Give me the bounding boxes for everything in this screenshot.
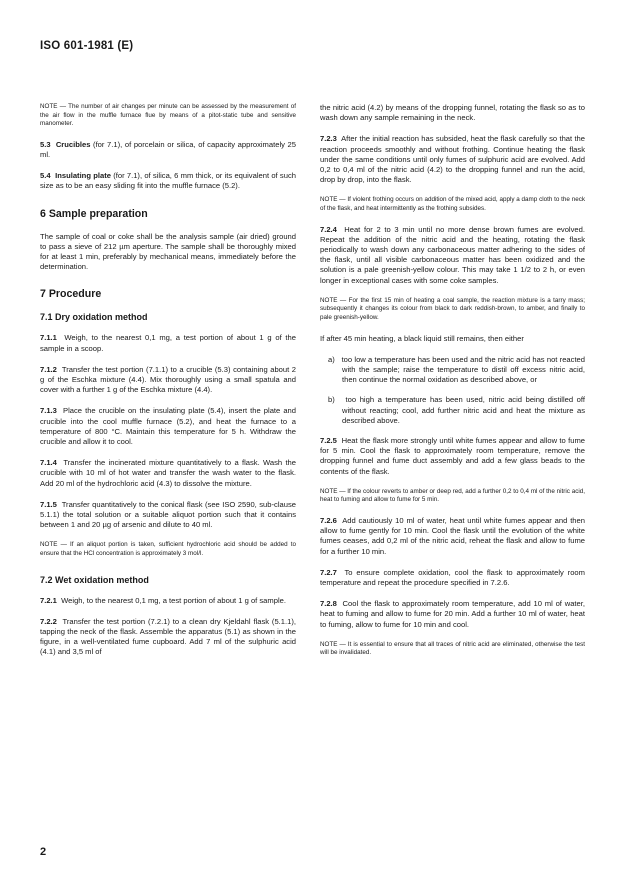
clause-text: After the initial reaction has subsided, heat the flask carefully so that the reaction proceeds smoothly and without frothing. Continue heating the flask under the same conditions until only fumes of sulphuric acid are evolved. Add 0,2 to 0,4 ml of the nitric acid (4.2) to the dropping funnel and run the acid, drop by drop, into the flask. <box>320 134 585 185</box>
subsection-heading-7-2: 7.2 Wet oxidation method <box>40 574 149 585</box>
clause-text: (for 7.1), of silica, 6 mm thick, or its equivalent of such size as to be an easy sliding fit into the muffle furnace (5.2). <box>40 171 296 191</box>
clause-title: Crucibles <box>55 139 91 149</box>
continuation-text: the nitric acid (4.2) by means of the dropping funnel, rotating the flask so as to wash down any sample remaining in the neck. <box>320 103 585 123</box>
clause-number: 7.2.4 <box>320 224 337 234</box>
list-item-a <box>320 355 585 386</box>
black-liquid-text: If after 45 min heating, a black liquid still remains, then either <box>320 333 524 343</box>
clause-7-2-6 <box>320 516 585 557</box>
clause-number: 7.2.7 <box>320 567 337 577</box>
clause-number: 7.1.2 <box>40 364 57 374</box>
clause-text: Add cautiously 10 ml of water, heat until white fumes appear and then allow to fume gently for 10 min. Cool the flask until the evolution of the white fumes ceases, add 0,2 ml of the nitric acid, reheat the flask and allow to fume for a further 10 min. <box>320 516 585 556</box>
clause-text: Transfer the test portion (7.1.1) to a crucible (5.3) containing about 2 g of the Eschka mixture (4.4). Mix thoroughly using a small spatula and cover with a further 1 g of the Eschka mixture (4.4). <box>40 364 297 395</box>
clause-text: Transfer the test portion (7.2.1) to a clean dry Kjeldahl flask (5.1.1), tapping the neck of the flask. Assemble the apparatus (5.1) as shown in the figure, in a well-ventilated fume cupboard. Add 7 ml of the sulphuric acid (4.1) and 3,5 ml of <box>40 616 296 657</box>
clause-number: 7.2.6 <box>320 516 337 526</box>
note-aliquot: NOTE — If an aliquot portion is taken, sufficient hydrochloric acid should be added to ensure that the HCl concentration is approximately 3 mol/l. <box>40 541 296 558</box>
clause-5-4 <box>40 171 296 191</box>
note-nitric-traces: NOTE — It is essential to ensure that all traces of nitric acid are eliminated, otherwise the test will be invalidated. <box>320 640 585 657</box>
note-reaction-colour: NOTE — For the first 15 min of heating a coal sample, the reaction mixture is a tarry mass; subsequently it changes its colour from black to dark reddish-brown, to amber, and finally to pale greenish-yellow. <box>320 296 585 322</box>
clause-number: 7.1.3 <box>40 406 57 416</box>
list-item-b <box>320 395 585 426</box>
list-text: too high a temperature has been used, nitric acid being distilled off without reacting; cool, add further nitric acid and heat the mixture as described above. <box>342 395 585 425</box>
clause-text: Weigh, to the nearest 0,1 mg, a test portion of about 1 g of the sample in a scoop. <box>40 333 296 353</box>
clause-text: Heat for 2 to 3 min until no more dense brown fumes are evolved. Repeat the addition of the nitric acid and the heating, rotating the flask periodically to wash down any carbonaceous matter adhering to the sides of the flask, until all visible carbonaceous matter has been oxidized and the solution is a pale greenish-yellow colour. This may take 1 1/2 to 2 h, or even longer in exceptional cases with some coke samples. <box>320 224 585 285</box>
clause-7-1-2 <box>40 365 296 396</box>
clause-7-2-4 <box>320 225 585 286</box>
clause-number: 5.3 <box>40 139 51 149</box>
subsection-heading-7-1: 7.1 Dry oxidation method <box>40 312 148 323</box>
clause-text: (for 7.1), of porcelain or silica, of capacity approximately 25 ml. <box>40 139 296 159</box>
note-frothing: NOTE — If violent frothing occurs on addition of the mixed acid, apply a damp cloth to the neck of the flask, and heat intermittently as the frothing subsides. <box>320 196 585 213</box>
clause-number: 7.2.2 <box>40 616 57 626</box>
clause-number: 7.2.1 <box>40 595 57 605</box>
clause-7-2-5 <box>320 436 585 477</box>
clause-7-1-4 <box>40 458 296 489</box>
clause-7-2-2 <box>40 617 296 658</box>
clause-7-1-5 <box>40 500 296 531</box>
clause-5-3 <box>40 140 296 160</box>
page-number: 2 <box>40 846 47 858</box>
clause-7-2-1 <box>40 596 296 606</box>
list-label: a) <box>328 354 335 364</box>
clause-7-2-3 <box>320 134 585 185</box>
clause-number: 7.1.4 <box>40 458 57 468</box>
clause-number: 7.1.5 <box>40 499 57 509</box>
clause-text: Weigh, to the nearest 0,1 mg, a test portion of about 1 g of sample. <box>61 595 286 605</box>
sample-preparation-text: The sample of coal or coke shall be the analysis sample (air dried) ground to pass a sieve of 212 µm aperture. The sample shall be thoroughly mixed for at least 1 min, preferably by mechanical means, immediately before the determination. <box>40 231 296 272</box>
clause-text: Place the crucible on the insulating plate (5.4), insert the plate and crucible into the cool muffle furnace (5.2), and heat the furnace to a temperature of 800 °C. Maintain this temperature for 5 h. Withdraw the crucible and allow it to cool. <box>40 406 296 447</box>
clause-text: Cool the flask to approximately room temperature, add 10 ml of water, heat to fuming and allow to fume for 20 min. Add a further 10 ml of water, heat to fuming, allow to fume for 10 min and cool. <box>320 599 585 629</box>
clause-number: 5.4 <box>40 171 51 181</box>
clause-number: 7.2.3 <box>320 134 337 144</box>
section-heading-6: 6 Sample preparation <box>40 207 148 220</box>
clause-7-2-7 <box>320 568 585 588</box>
clause-number: 7.2.5 <box>320 436 337 446</box>
right-column <box>320 103 585 669</box>
clause-7-1-3 <box>40 406 296 447</box>
note-air-changes: NOTE — The number of air changes per minute can be assessed by the measurement of the air flow in the muffle furnace flue by means of a pitot-static tube and sensitive manometer. <box>40 103 296 128</box>
section-heading-7: 7 Procedure <box>40 288 102 301</box>
left-column <box>40 103 296 669</box>
clause-title: Insulating plate <box>55 171 111 181</box>
document-id-header: ISO 601-1981 (E) <box>40 40 134 52</box>
clause-7-1-1 <box>40 333 296 353</box>
list-label: b) <box>328 395 335 405</box>
clause-text: Transfer the incinerated mixture quantitatively to a flask. Wash the crucible with 10 ml of hot water and transfer the wash water to the flask. Add 20 ml of the hydrochloric acid (4.3) to dissolve the mixture. <box>40 458 296 488</box>
note-colour-reverts: NOTE — If the colour reverts to amber or deep red, add a further 0,2 to 0,4 ml of the nitric acid, heat to fuming and allow to fume for 5 min. <box>320 487 585 504</box>
clause-number: 7.1.1 <box>40 333 57 343</box>
clause-number: 7.2.8 <box>320 599 337 609</box>
clause-text: To ensure complete oxidation, cool the flask to approximately room temperature and repeat the procedure specified in 7.2.6. <box>320 567 585 588</box>
clause-text: Transfer quantitatively to the conical flask (see ISO 2590, sub-clause 5.1.1) the total solution or a suitable aliquot portion such that it contains between 1 and 20 µg of arsenic and dilute to 40 ml. <box>40 499 296 530</box>
clause-text: Heat the flask more strongly until white fumes appear and allow to fume for 5 min. Cool the flask to approximately room temperature, remove the dropping funnel and fume duct assembly and add a few glass beads to the contents of the flask. <box>320 436 585 476</box>
list-text: too low a temperature has been used and the nitric acid has not reacted with the sample; raise the temperature to distil off excess nitric acid, then continue the normal oxidation as described above, or <box>341 354 585 385</box>
clause-7-2-8 <box>320 599 585 630</box>
